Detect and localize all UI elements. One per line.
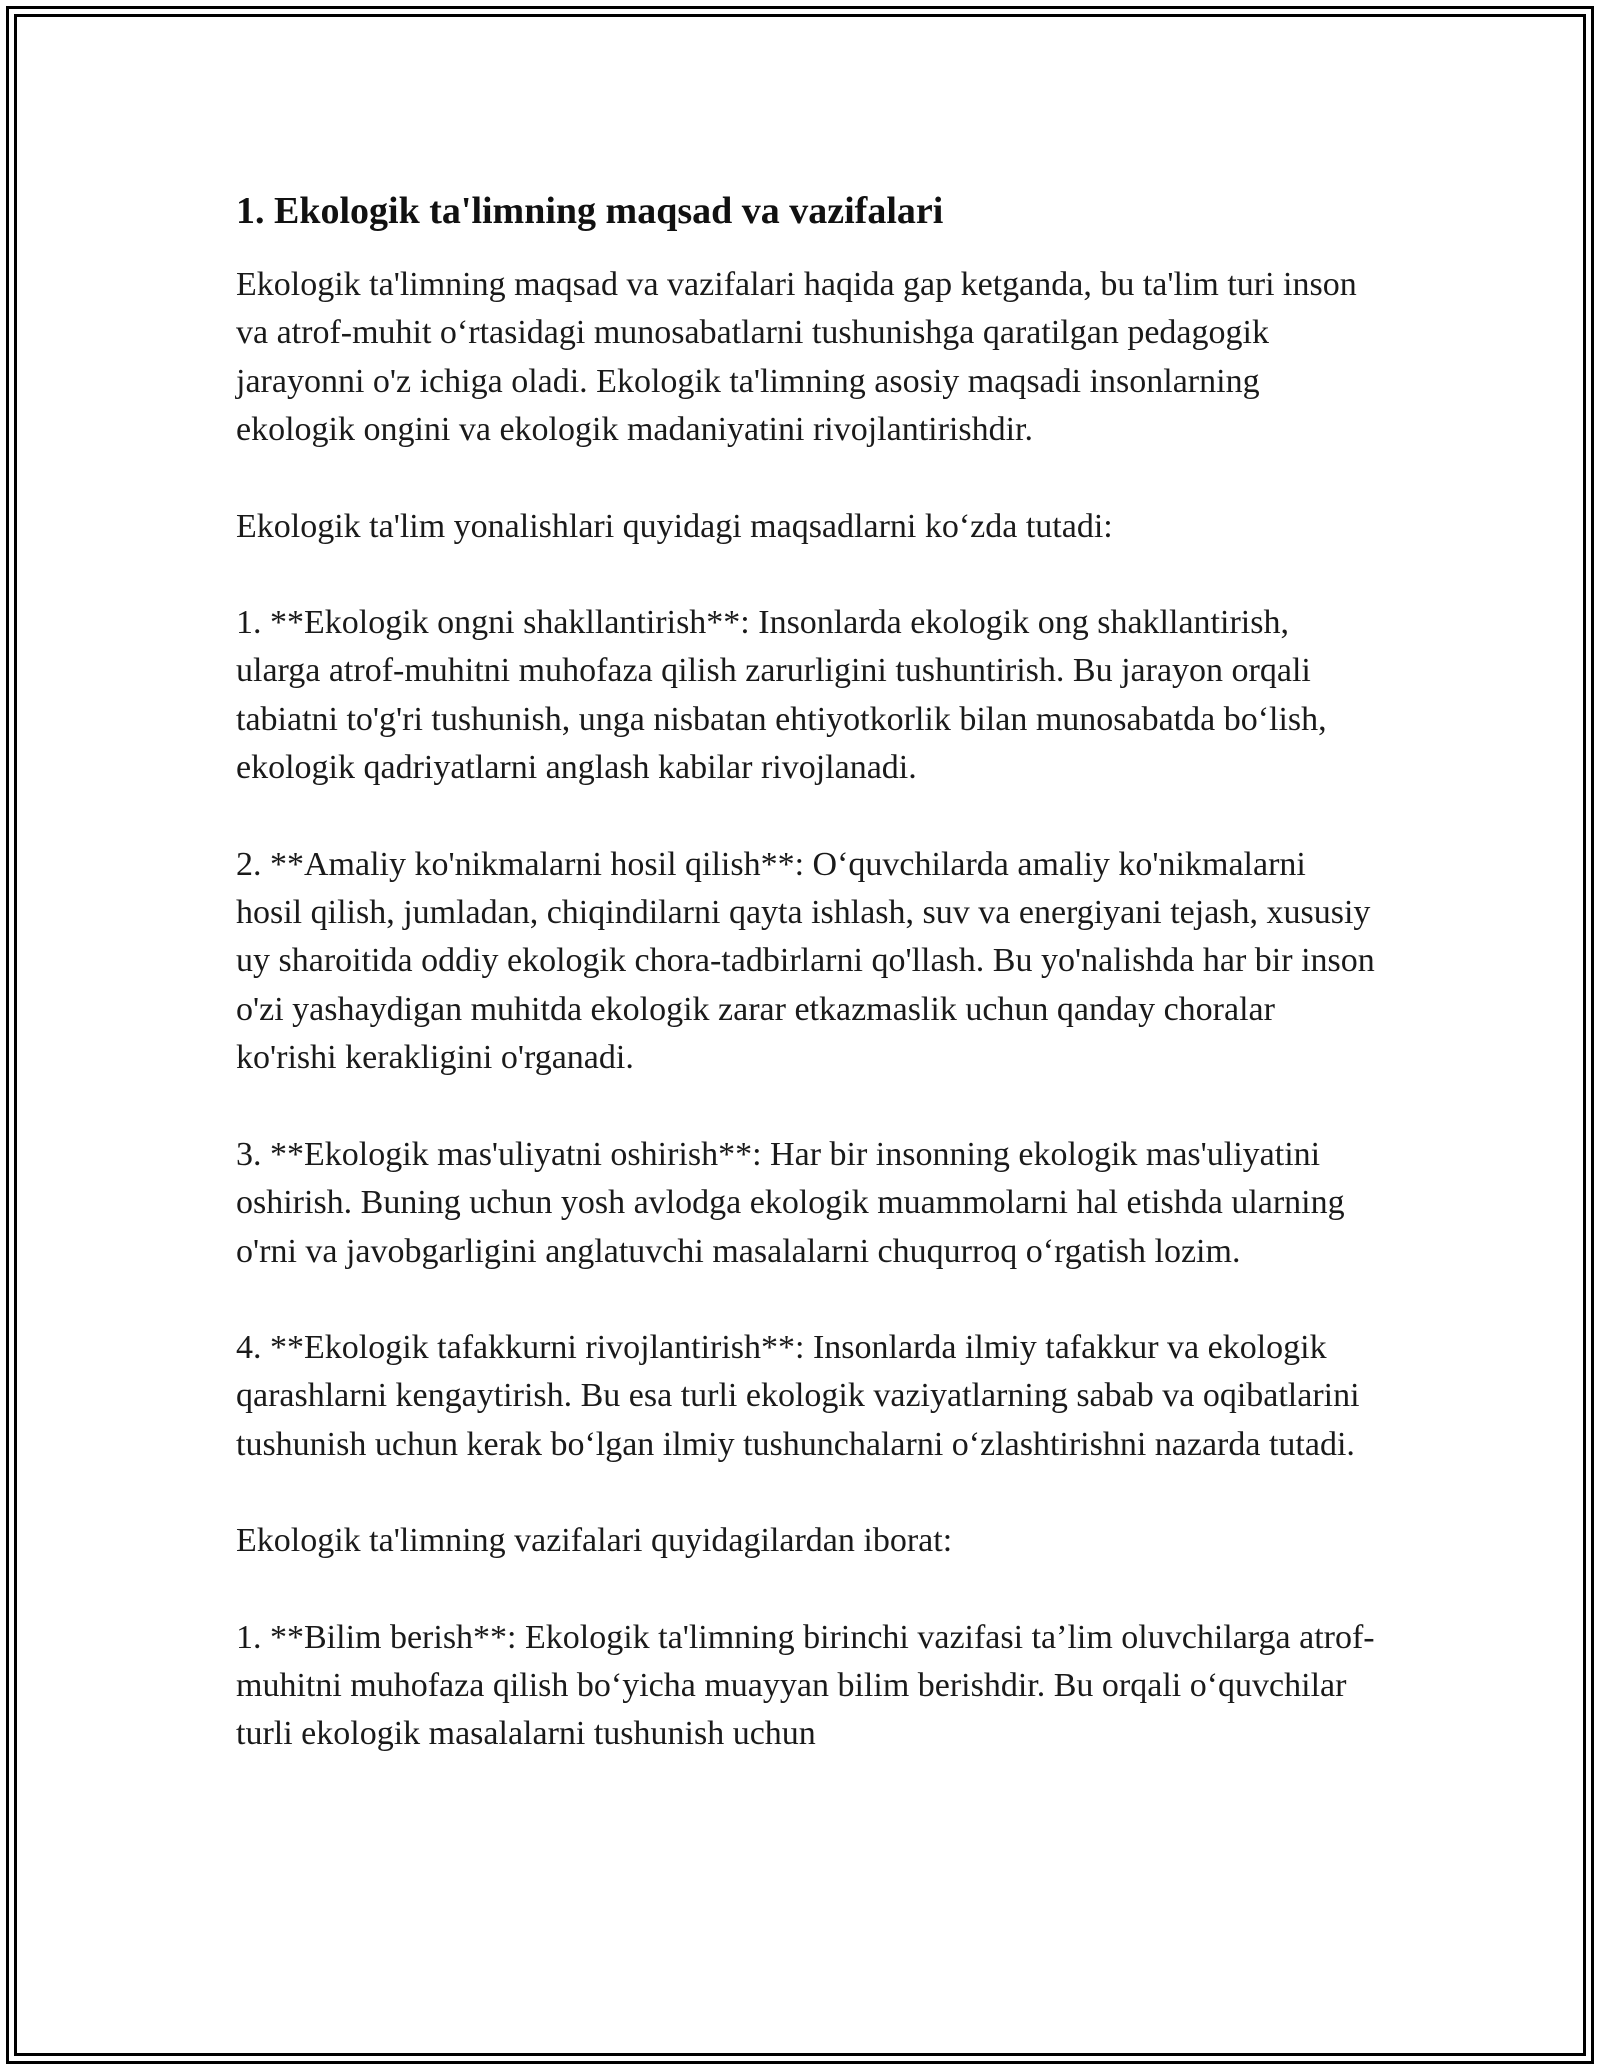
paragraph-goal-2: 2. **Amaliy ko'nikmalarni hosil qilish**: Oʻquvchilarda amaliy ko'nikmalarni hosil qilish, jumladan, chiqindilarni qayta ishlash, suv va energiyani tejash, xususiy uy sharoitida oddiy ekologik chora-tadbirlarni qo'llash. Bu yo'nalishda har bir inson o'zi yashaydigan muhitda ekologik zarar etkazmaslik uchun qanday choralar ko'rishi kerakligini o'rganadi. <box>236 845 1375 1077</box>
document-body <box>236 185 1376 1759</box>
paragraph-goal-4: 4. **Ekologik tafakkurni rivojlantirish**: Insonlarda ilmiy tafakkur va ekologik qarashlarni kengaytirish. Bu esa turli ekologik vaziyatlarning sabab va oqibatlarini tushunish uchun kerak boʻlgan ilmiy tushunchalarni oʻzlashtirishni nazarda tutadi. <box>236 1328 1360 1463</box>
paragraph-task-1: 1. **Bilim berish**: Ekologik ta'limning birinchi vazifasi ta’lim oluvchilarga atrof-muhitni muhofaza qilish boʻyicha muayyan bilim berishdir. Bu orqali oʻquvchilar turli ekologik masalalarni tushunish uchun <box>236 1618 1375 1753</box>
section-heading: 1. Ekologik ta'limning maqsad va vazifalari <box>236 190 944 232</box>
paragraph-intro: Ekologik ta'limning maqsad va vazifalari haqida gap ketganda, bu ta'lim turi inson va atrof-muhit oʻrtasidagi munosabatlarni tushunishga qaratilgan pedagogik jarayonni o'z ichiga oladi. Ekologik ta'limning asosiy maqsadi insonlarning ekologik ongini va ekologik madaniyatini rivojlantirishdir. <box>236 266 1357 449</box>
paragraph-tasks-intro: Ekologik ta'limning vazifalari quyidagilardan iborat: <box>236 1522 953 1560</box>
paragraph-goal-1: 1. **Ekologik ongni shakllantirish**: Insonlarda ekologik ong shakllantirish, ularga atrof-muhitni muhofaza qilish zarurligini tushuntirish. Bu jarayon orqali tabiatni to'g'ri tushunish, unga nisbatan ehtiyotkorlik bilan munosabatda boʻlish, ekologik qadriyatlarni anglash kabilar rivojlanadi. <box>236 604 1327 787</box>
paragraph-goal-3: 3. **Ekologik mas'uliyatni oshirish**: Har bir insonning ekologik mas'uliyatini oshirish. Buning uchun yosh avlodga ekologik muammolarni hal etishda ularning o'rni va javobgarligini anglatuvchi masalalarni chuqurroq oʻrgatish lozim. <box>236 1135 1345 1270</box>
paragraph-goals-intro: Ekologik ta'lim yonalishlari quyidagi maqsadlarni koʻzda tutadi: <box>236 507 1113 545</box>
